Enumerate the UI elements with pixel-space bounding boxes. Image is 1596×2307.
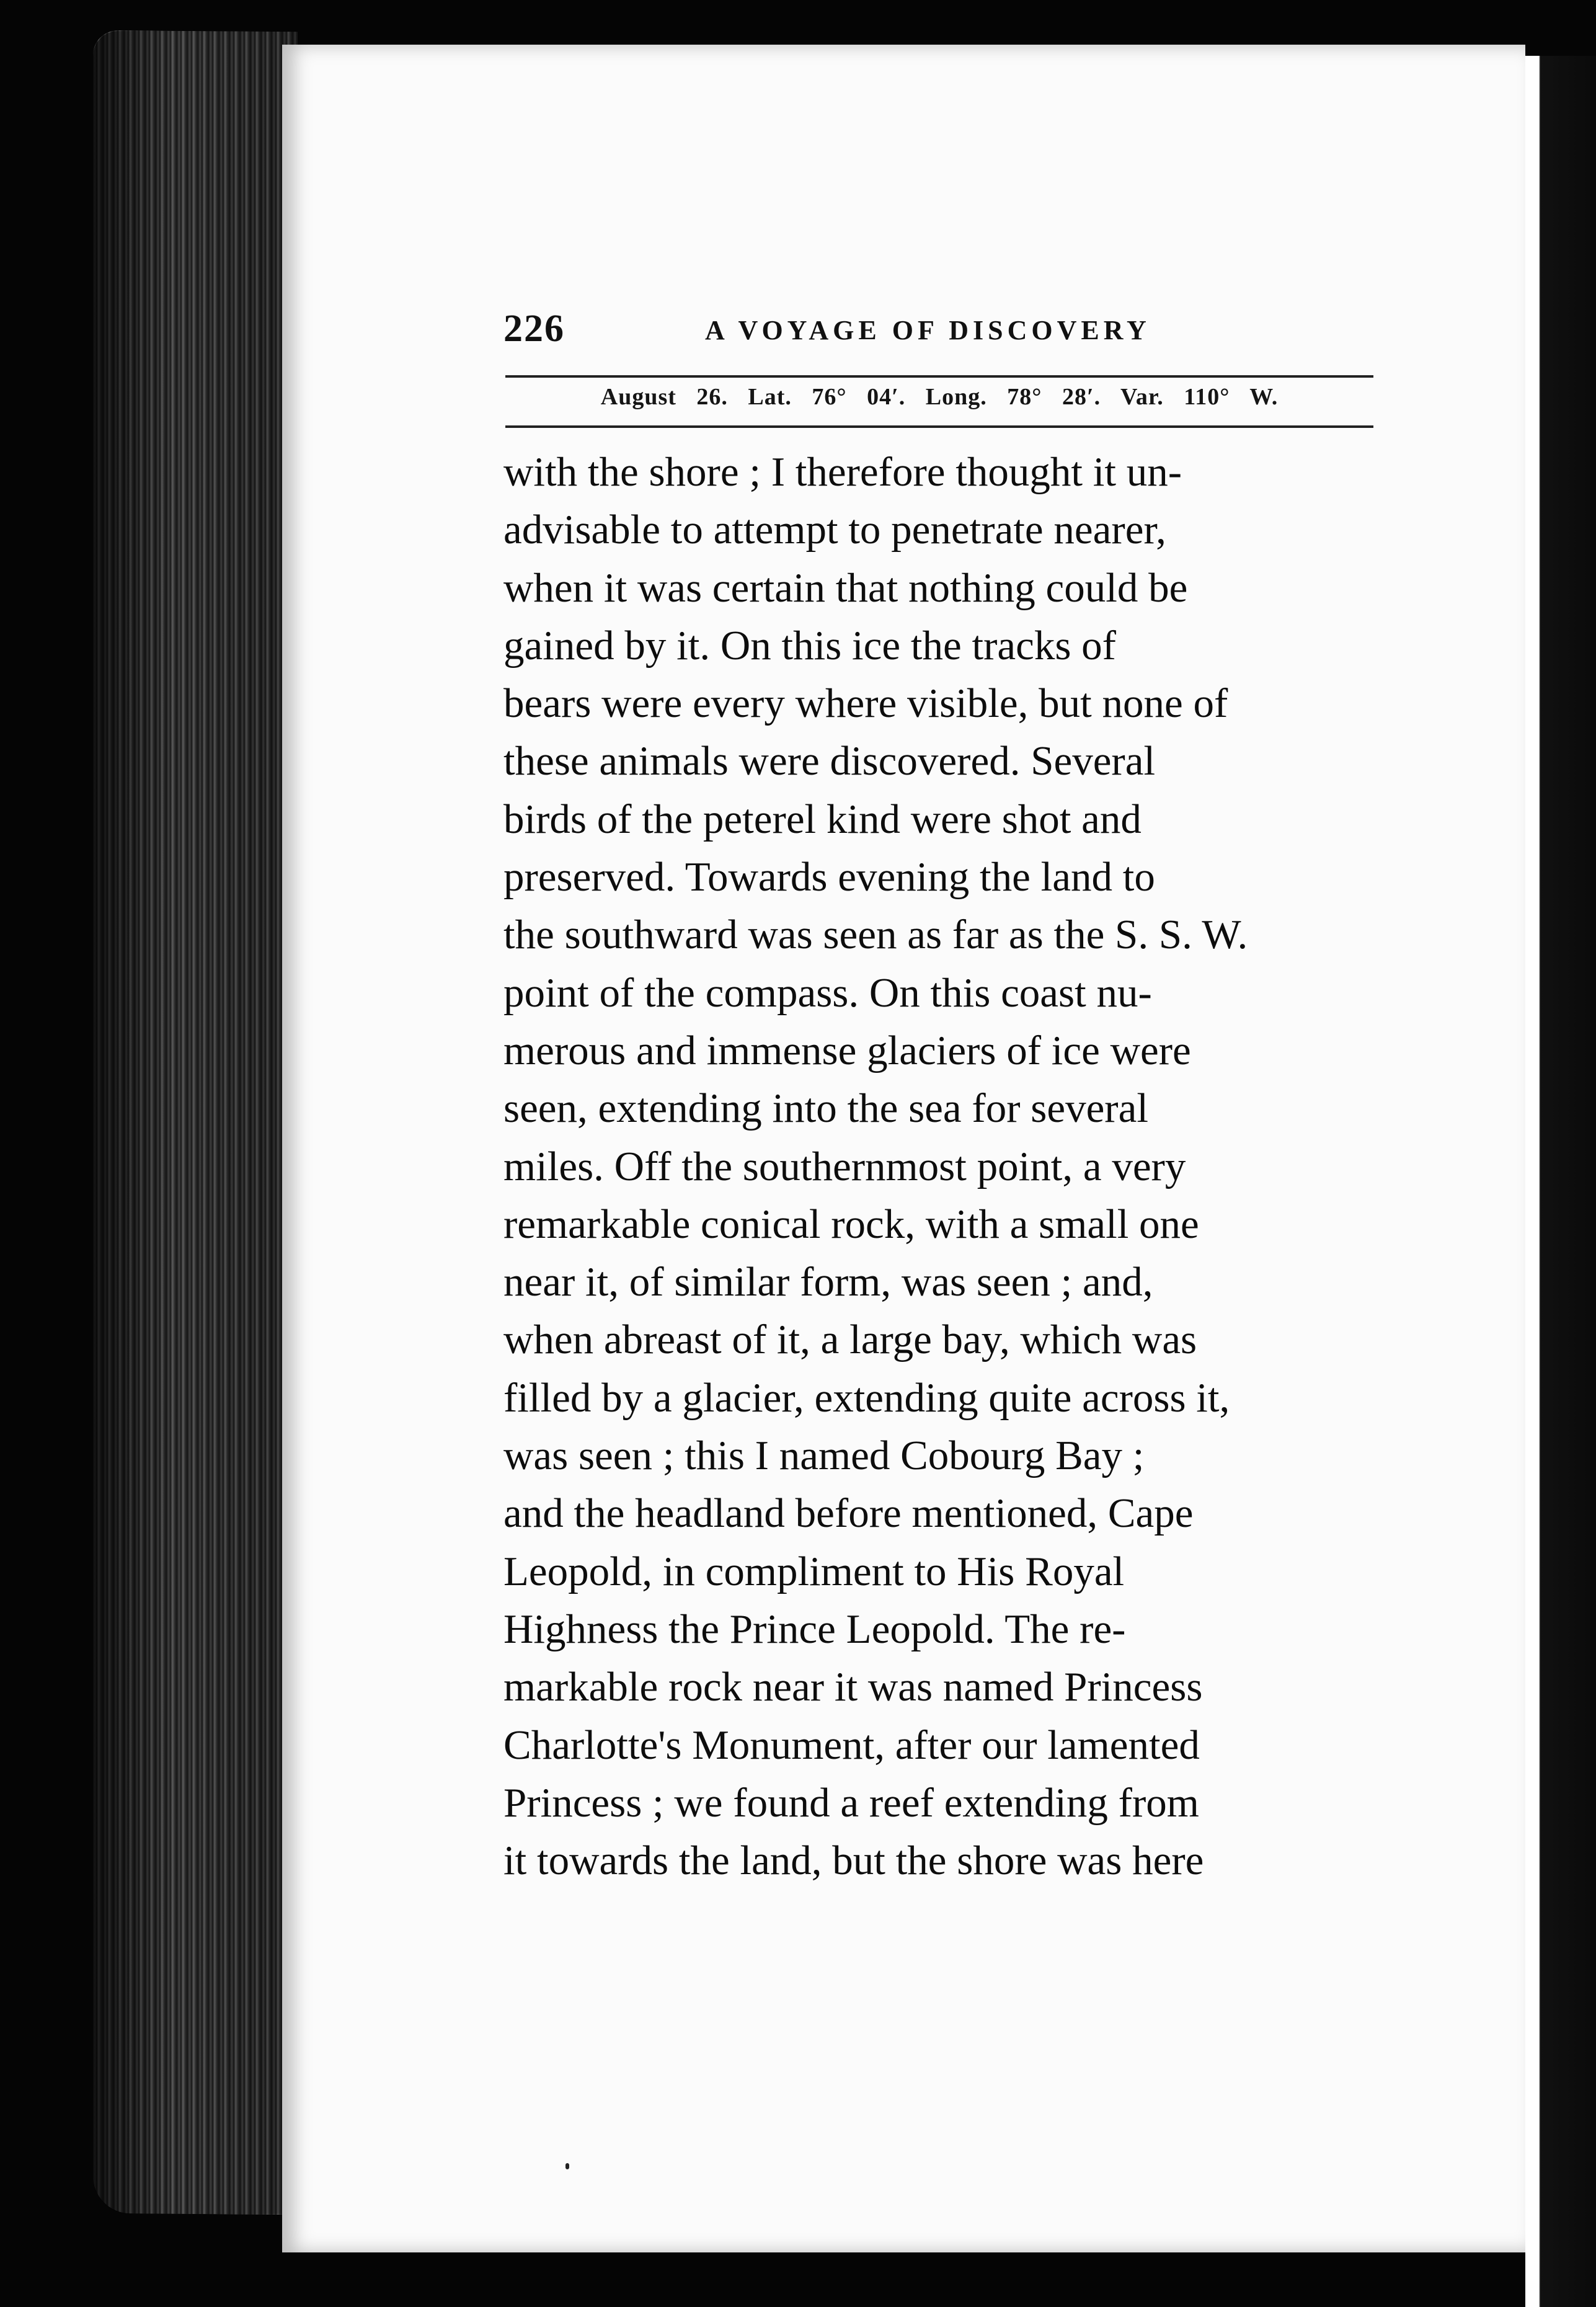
running-title: A VOYAGE OF DISCOVERY — [705, 315, 1151, 345]
text-line: and the headland before mentioned, Cape — [503, 1490, 1194, 1537]
text-line: Princess ; we found a reef extending from — [503, 1779, 1199, 1826]
text-line: gained by it. On this ice the tracks of — [503, 622, 1116, 669]
text-line: bears were every where visible, but none of — [503, 680, 1228, 727]
text-line: near it, of similar form, was seen ; and, — [503, 1259, 1153, 1305]
page-edges-shadow — [93, 31, 298, 2214]
body-text — [503, 443, 1372, 1890]
text-line: the southward was seen as far as the S. S. W. — [503, 912, 1248, 958]
header-rule-bottom — [505, 425, 1373, 428]
text-line: preserved. Towards evening the land to — [503, 854, 1155, 900]
text-line: these animals were discovered. Several — [503, 738, 1156, 785]
text-line: merous and immense glaciers of ice were — [503, 1027, 1191, 1073]
scan-speck — [565, 2163, 569, 2169]
text-line: with the shore ; I therefore thought it un- — [503, 449, 1182, 495]
text-line: advisable to attempt to penetrate nearer, — [503, 507, 1166, 553]
text-line: filled by a glacier, extending quite across it, — [503, 1374, 1230, 1421]
text-line: miles. Off the southernmost point, a very — [503, 1143, 1186, 1189]
log-line: August 26. Lat. 76° 04′. Long. 78° 28′. Var. 110° W. — [600, 384, 1279, 410]
text-line: when abreast of it, a large bay, which was — [503, 1317, 1197, 1363]
text-line: it towards the land, but the shore was here — [503, 1838, 1204, 1884]
text-line: Highness the Prince Leopold. The re- — [503, 1606, 1126, 1652]
text-line: birds of the peterel kind were shot and — [503, 796, 1142, 842]
text-line: point of the compass. On this coast nu- — [503, 969, 1152, 1016]
running-head — [503, 307, 1372, 363]
adjacent-page-edge — [1525, 56, 1596, 2307]
text-line: markable rock near it was named Princess — [503, 1664, 1203, 1710]
page-number: 226 — [503, 308, 565, 350]
text-line: when it was certain that nothing could be — [503, 564, 1188, 611]
text-line: seen, extending into the sea for several — [503, 1085, 1148, 1132]
header-rule-top — [505, 375, 1373, 378]
text-line: Charlotte's Monument, after our lamented — [503, 1722, 1200, 1768]
text-line: was seen ; this I named Cobourg Bay ; — [503, 1433, 1145, 1479]
text-line: remarkable conical rock, with a small one — [503, 1201, 1199, 1247]
text-line: Leopold, in compliment to His Royal — [503, 1548, 1125, 1594]
